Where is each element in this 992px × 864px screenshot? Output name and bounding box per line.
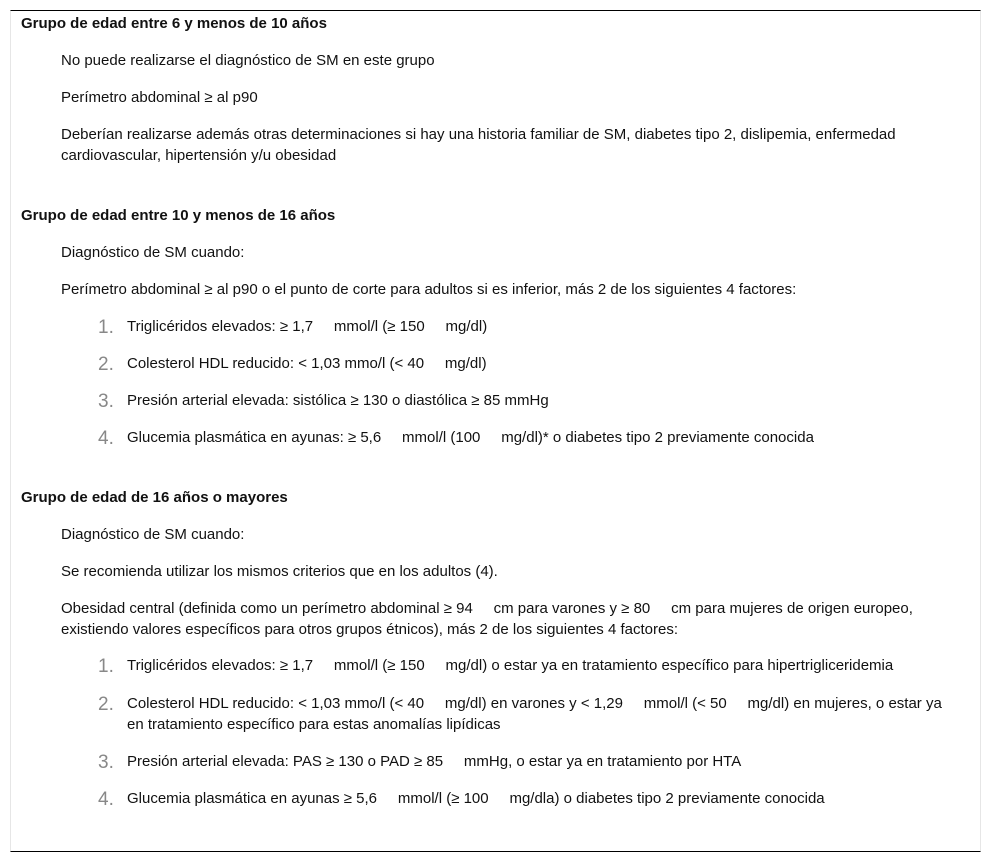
- list-number: 3.: [98, 391, 114, 412]
- list-item-text: Glucemia plasmática en ayunas: ≥ 5,6 mmol/l (100 mg/dl)* o diabetes tipo 2 previamente conocida: [127, 429, 814, 446]
- section2-paragraph: Perímetro abdominal ≥ al p90 o el punto de corte para adultos si es inferior, más 2 de los siguientes 4 factores:: [61, 281, 797, 298]
- list-item: [98, 751, 958, 772]
- list-item-text: Presión arterial elevada: sistólica ≥ 130 o diastólica ≥ 85 mmHg: [127, 392, 549, 409]
- list-item-text: Triglicéridos elevados: ≥ 1,7 mmol/l (≥ 150 mg/dl): [127, 318, 488, 335]
- section-heading-10-16: Grupo de edad entre 10 y menos de 16 años: [21, 207, 336, 224]
- section2-paragraph: Diagnóstico de SM cuando:: [61, 244, 245, 261]
- list-item: [98, 427, 958, 448]
- list-item: [98, 316, 958, 337]
- list-item: [98, 353, 958, 374]
- section-heading-6-10: Grupo de edad entre 6 y menos de 10 años: [21, 15, 327, 32]
- list-item-text: Glucemia plasmática en ayunas ≥ 5,6 mmol/l (≥ 100 mg/dla) o diabetes tipo 2 previamente conocida: [127, 790, 825, 807]
- list-item-text: Presión arterial elevada: PAS ≥ 130 o PAD ≥ 85 mmHg, o estar ya en tratamiento por HTA: [127, 753, 742, 770]
- section1-paragraph: Deberían realizarse además otras determinaciones si hay una historia familiar de SM, diabetes tipo 2, dislipemia, enfermedad cardiovascular, hipertensión y/u obesidad: [61, 126, 900, 164]
- section3-paragraph: Se recomienda utilizar los mismos criterios que en los adultos (4).: [61, 563, 498, 580]
- list-number: 4.: [98, 789, 114, 810]
- list-item-text: Triglicéridos elevados: ≥ 1,7 mmol/l (≥ 150 mg/dl) o estar ya en tratamiento específico para hipertrigliceridemia: [127, 657, 894, 674]
- list-item-text: Colesterol HDL reducido: < 1,03 mmo/l (< 40 mg/dl): [127, 355, 487, 372]
- list-number: 1.: [98, 656, 114, 677]
- list-item: [98, 390, 958, 411]
- list-item: [98, 693, 958, 735]
- section-heading-16-plus: Grupo de edad de 16 años o mayores: [21, 489, 288, 506]
- list-item: [98, 655, 958, 676]
- list-number: 3.: [98, 752, 114, 773]
- list-number: 2.: [98, 354, 114, 375]
- list-number: 4.: [98, 428, 114, 449]
- section1-paragraph: Perímetro abdominal ≥ al p90: [61, 89, 258, 106]
- section3-paragraph: Obesidad central (definida como un perímetro abdominal ≥ 94 cm para varones y ≥ 80 cm para mujeres de origen europeo, existiendo valores específicos para otros grupos étnicos), más 2 de los siguientes 4 factores:: [61, 600, 918, 638]
- list-item-text: Colesterol HDL reducido: < 1,03 mmo/l (< 40 mg/dl) en varones y < 1,29 mmol/l (< 50 mg/dl) en mujeres, o estar ya en tratamiento específico para estas anomalías lipídicas: [127, 695, 946, 733]
- list-number: 1.: [98, 317, 114, 338]
- section3-paragraph: Diagnóstico de SM cuando:: [61, 526, 245, 543]
- list-number: 2.: [98, 694, 114, 715]
- section1-paragraph: No puede realizarse el diagnóstico de SM en este grupo: [61, 52, 435, 69]
- list-item: [98, 788, 958, 809]
